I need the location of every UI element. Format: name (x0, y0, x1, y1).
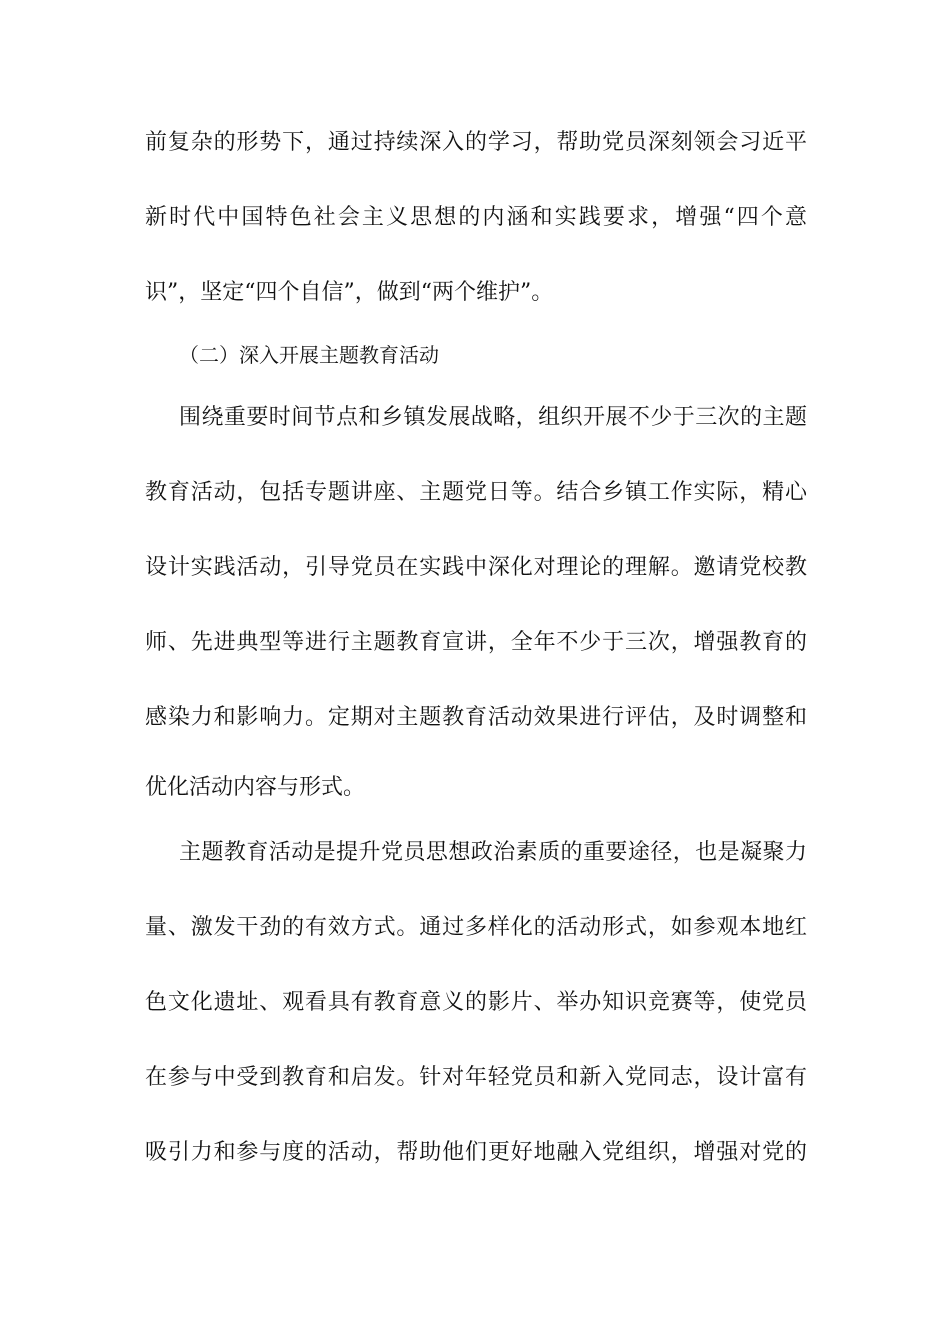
text-line: 主题教育活动是提升党员思想政治素质的重要途径，也是凝聚力 (179, 840, 807, 865)
text-line: 设计实践活动，引导党员在实践中深化对理论的理解。邀请党校教 (145, 555, 807, 580)
text-line: 量、激发干劲的有效方式。通过多样化的活动形式，如参观本地红 (145, 915, 807, 940)
section-heading: （二）深入开展主题教育活动 (179, 343, 439, 367)
text-line: 教育活动，包括专题讲座、主题党日等。结合乡镇工作实际，精心 (145, 480, 807, 505)
text-line: 新时代中国特色社会主义思想的内涵和实践要求，增强“四个意 (145, 205, 807, 230)
text-line: 围绕重要时间节点和乡镇发展战略，组织开展不少于三次的主题 (179, 405, 807, 430)
text-line: 师、先进典型等进行主题教育宣讲，全年不少于三次，增强教育的 (145, 630, 807, 655)
text-line: 感染力和影响力。定期对主题教育活动效果进行评估，及时调整和 (145, 705, 807, 730)
text-line: 色文化遗址、观看具有教育意义的影片、举办知识竞赛等，使党员 (145, 990, 807, 1015)
text-line: 在参与中受到教育和启发。针对年轻党员和新入党同志，设计富有 (145, 1065, 807, 1090)
text-line: 识”，坚定“四个自信”，做到“两个维护”。 (145, 280, 554, 305)
text-line: 吸引力和参与度的活动，帮助他们更好地融入党组织，增强对党的 (145, 1140, 807, 1165)
text-line: 前复杂的形势下，通过持续深入的学习，帮助党员深刻领会习近平 (145, 130, 807, 155)
text-line: 优化活动内容与形式。 (145, 775, 366, 800)
